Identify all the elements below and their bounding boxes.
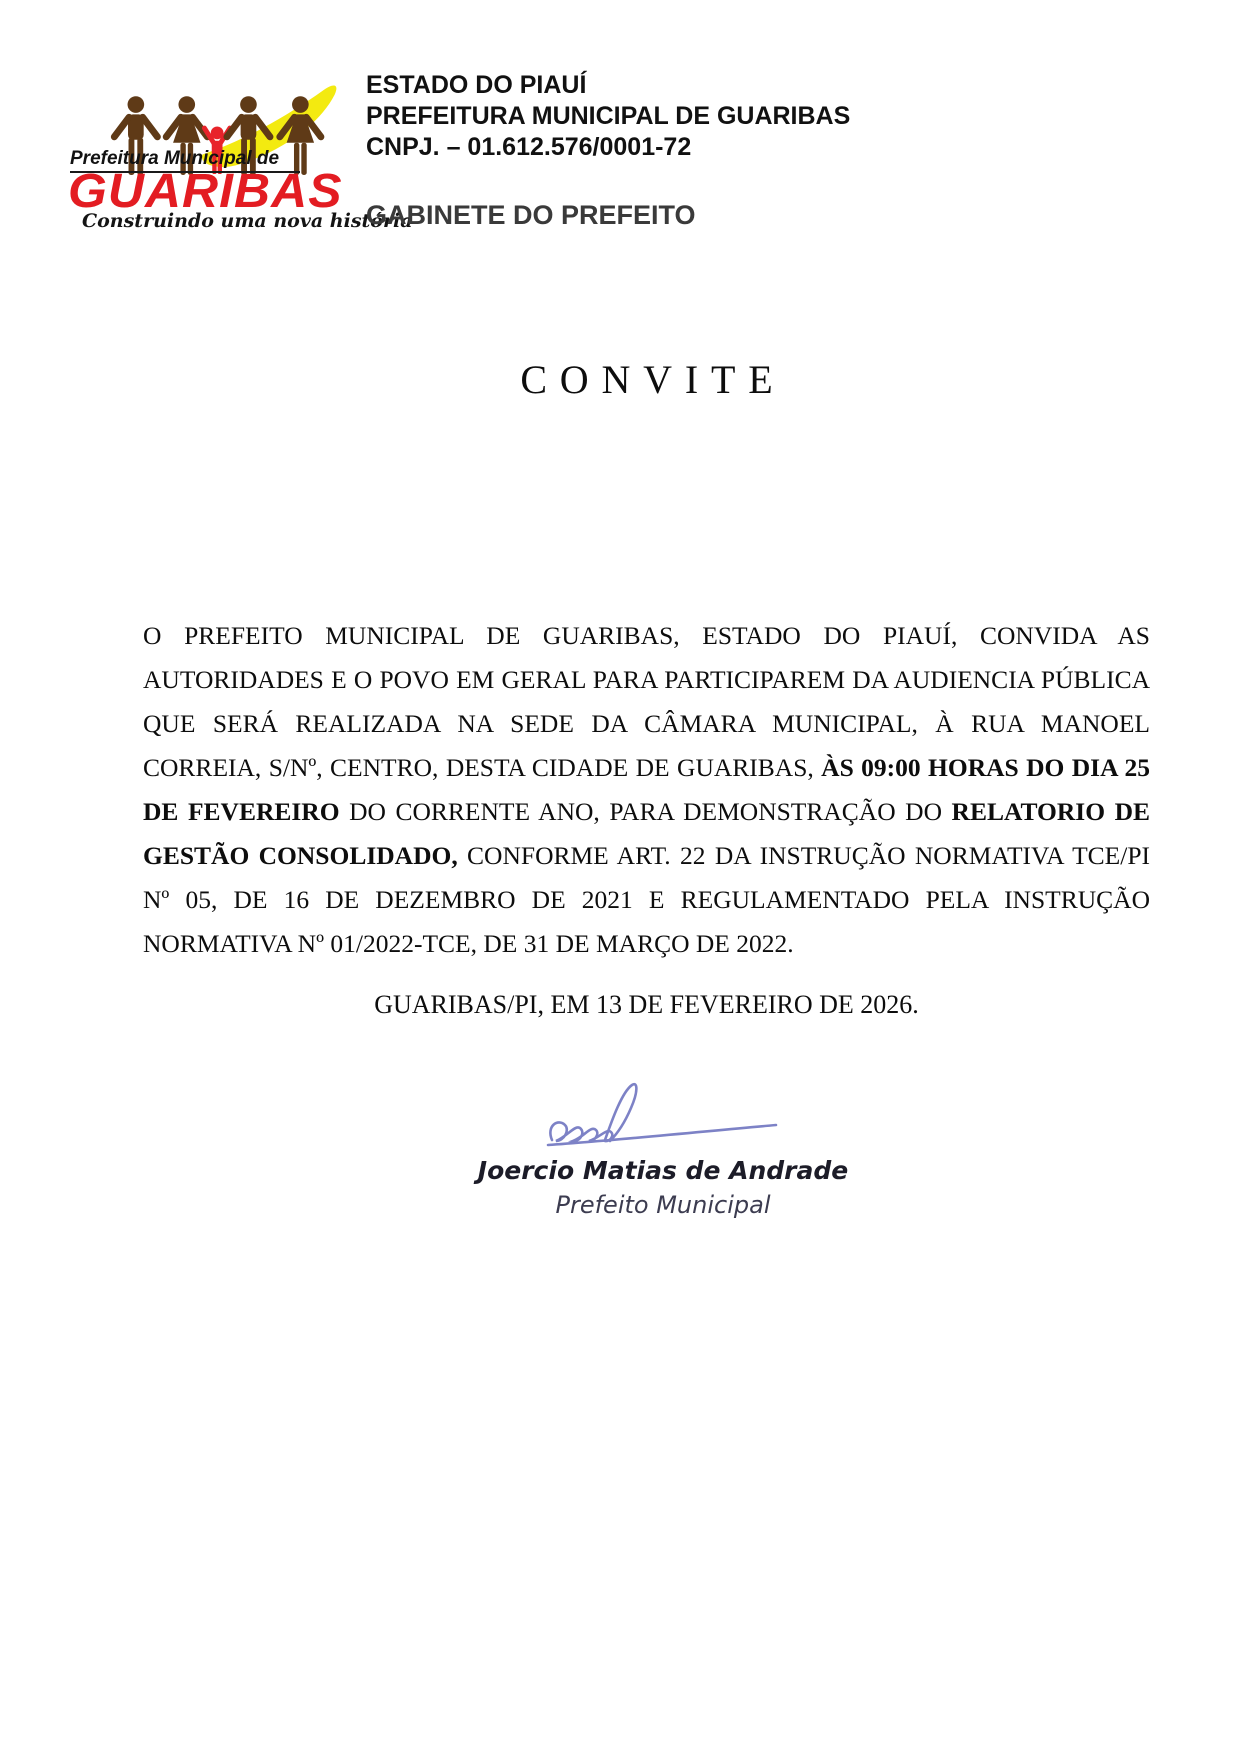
body-bold-report: RELATORIO DE GESTÃO CONSOLIDADO, — [143, 796, 1150, 870]
logo-org-small-text: Prefeitura Municipal de — [70, 148, 300, 173]
letterhead — [366, 70, 850, 163]
document-title: CONVITE — [520, 357, 786, 402]
logo-slogan: Construindo uma nova história — [82, 210, 413, 232]
letterhead-cnpj: CNPJ. – 01.612.576/0001-72 — [366, 133, 692, 161]
letterhead-municipality: PREFEITURA MUNICIPAL DE GUARIBAS — [366, 102, 851, 130]
signature-block — [463, 1078, 863, 1219]
body-text-1: O PREFEITO MUNICIPAL DE GUARIBAS, ESTADO DO PIAUÍ, CONVIDA AS AUTORIDADES E O POVO EM GERAL PARA PARTICIPAREM DA AUDIENCIA PÚBLICA QUE SERÁ REALIZADA NA SEDE DA CÂMARA MUNICIPAL, À RUA MANOEL CORREIA, S/Nº, CENTRO, DESTA CIDADE DE GUARIBAS, — [143, 620, 1150, 782]
logo-org-name: GUARIBAS — [68, 165, 343, 218]
signatory-name: Joercio Matias de Andrade — [477, 1156, 849, 1185]
body-text-3: CONFORME ART. 22 DA INSTRUÇÃO NORMATIVA TCE/PI Nº 05, DE 16 DE DEZEMBRO DE 2021 E REGULAMENTADO PELA INSTRUÇÃO NORMATIVA Nº 01/2022-TCE, DE 31 DE MARÇO DE 2022. — [143, 840, 1150, 958]
municipality-logo — [66, 76, 413, 232]
body-paragraph — [143, 614, 1150, 966]
letterhead-state: ESTADO DO PIAUÍ — [366, 71, 587, 99]
date-line: GUARIBAS/PI, EM 13 DE FEVEREIRO DE 2026. — [374, 990, 919, 1019]
department-title: GABINETE DO PREFEITO — [366, 200, 696, 230]
signature-scribble-icon — [538, 1078, 788, 1158]
signatory-title: Prefeito Municipal — [555, 1191, 771, 1219]
body-bold-datetime: ÀS 09:00 HORAS DO DIA 25 DE FEVEREIRO — [143, 752, 1150, 826]
body-text-2: DO CORRENTE ANO, PARA DEMONSTRAÇÃO DO — [339, 796, 952, 826]
